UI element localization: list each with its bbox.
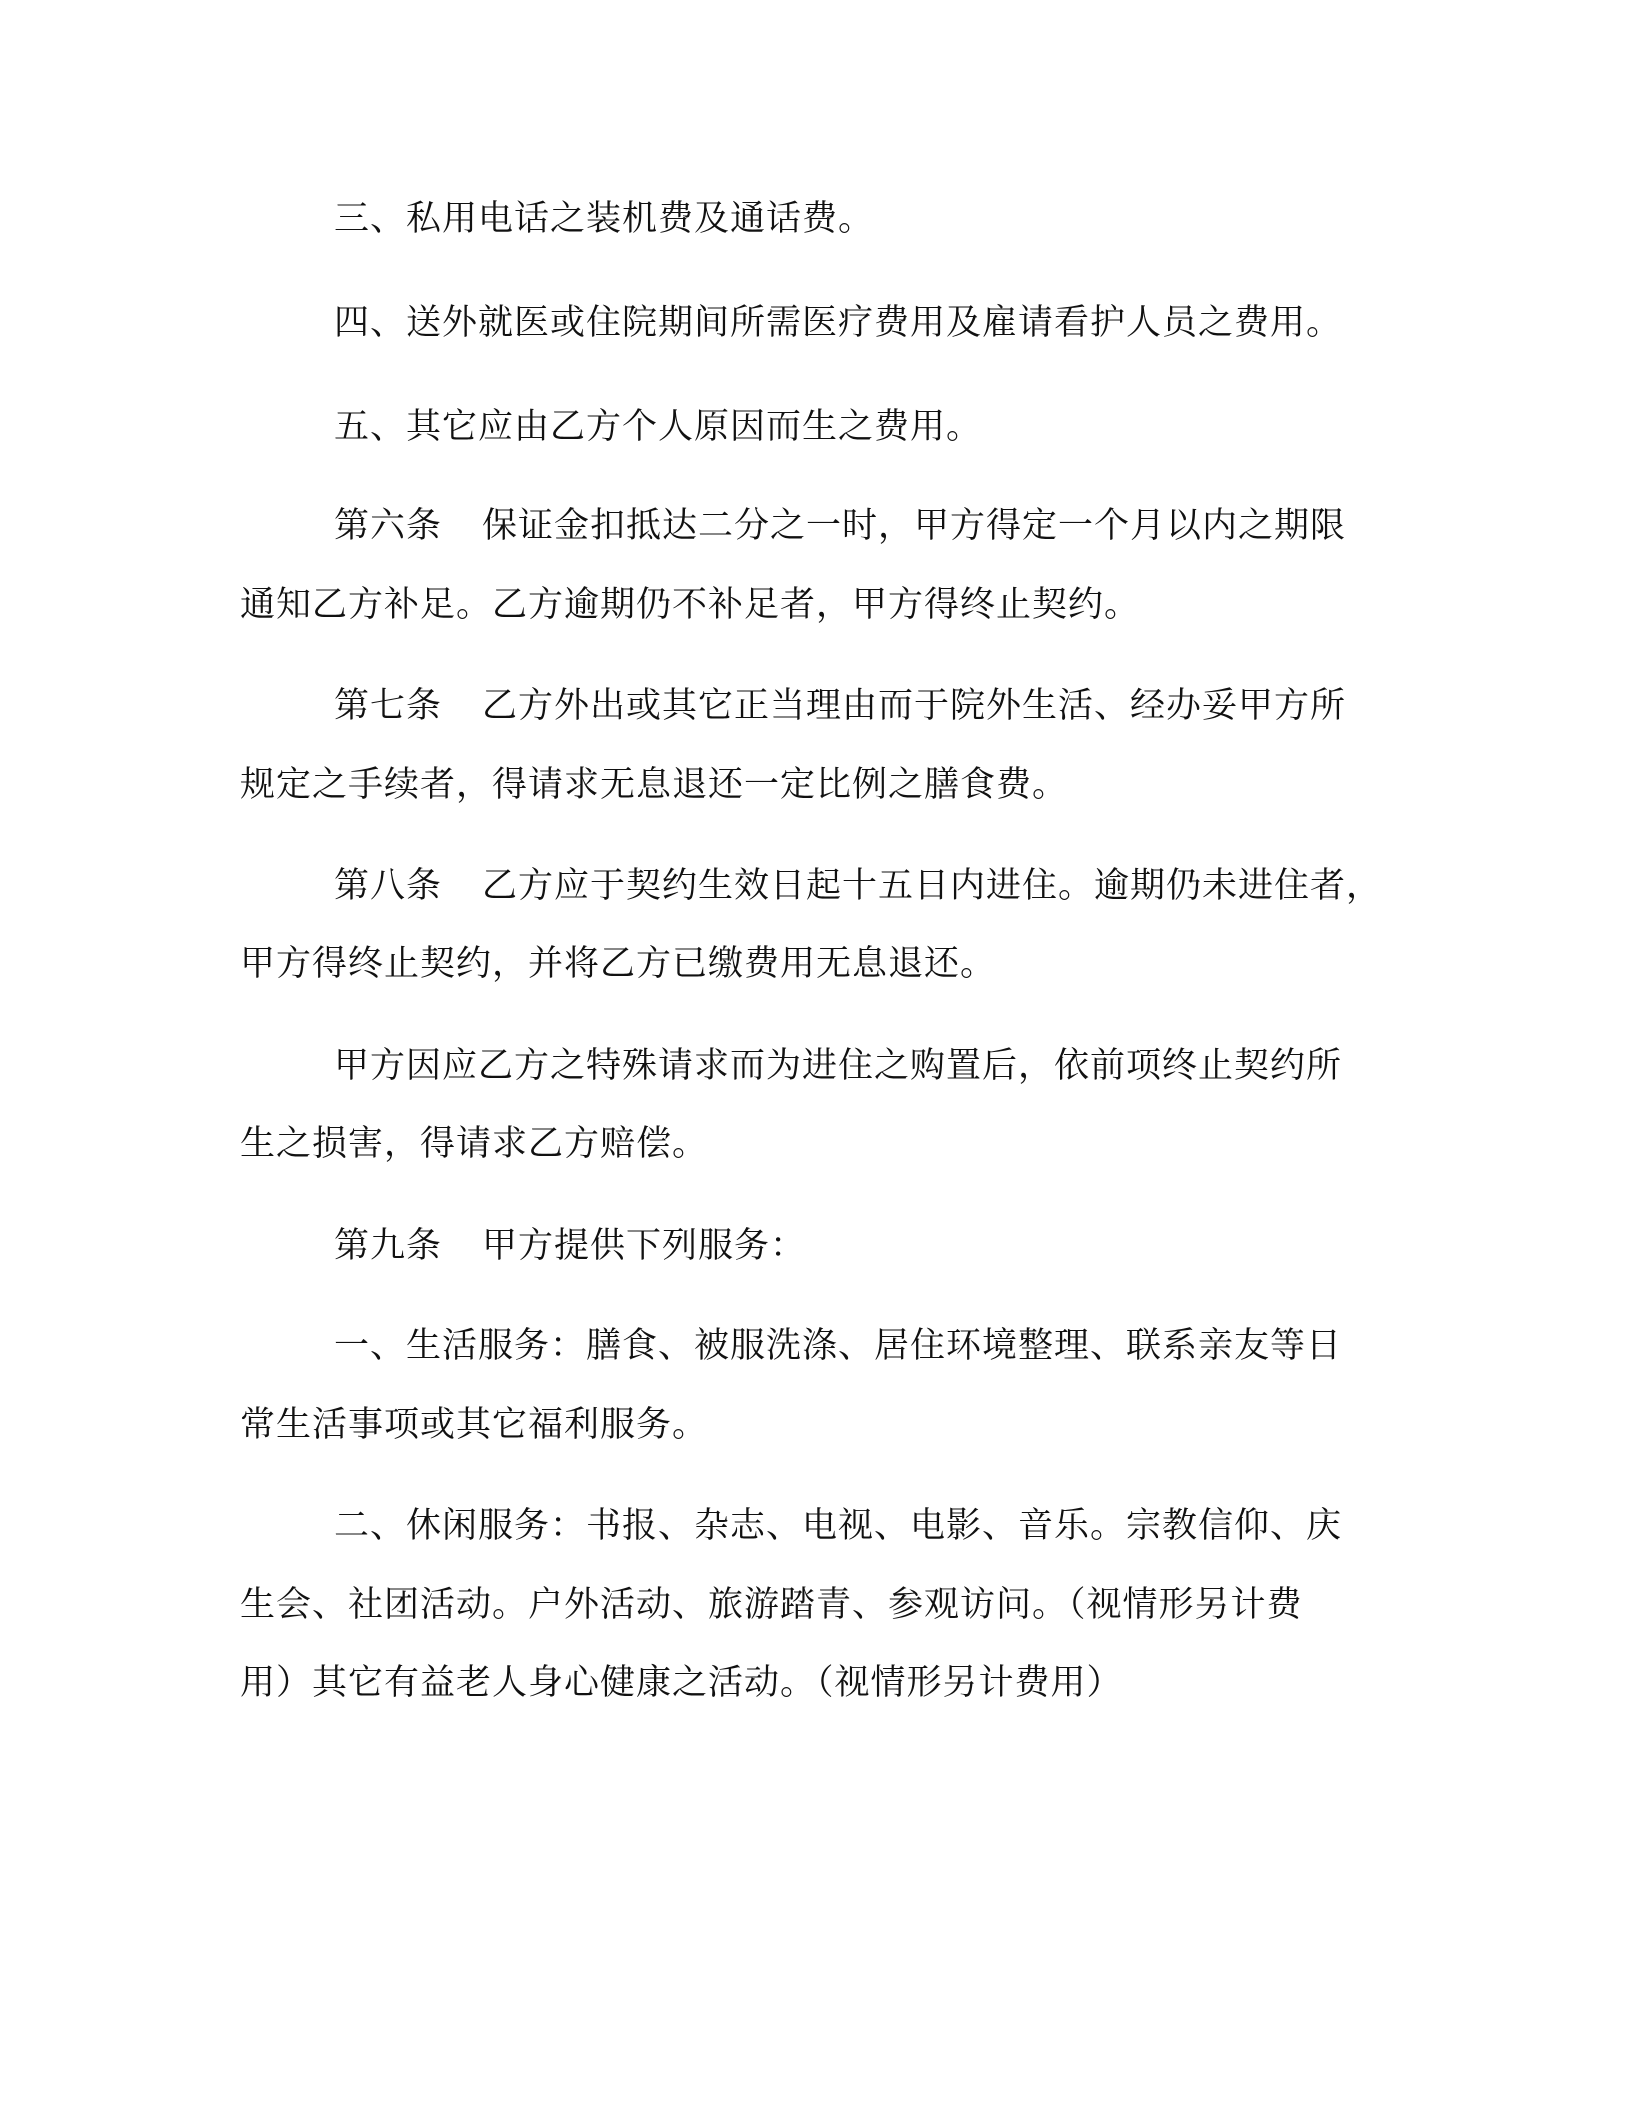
article-nine-label: 第九条 [334,1226,443,1266]
article-seven-text: 乙方外出或其它正当理由而于院外生活、经办妥甲方所 [482,686,1347,726]
article-six-text: 保证金扣抵达二分之一时，甲方得定一个月以内之期限 [482,506,1347,546]
article-seven [334,683,1346,729]
article-seven-label: 第七条 [334,686,443,726]
article-six-cont: 通知乙方补足。乙方逾期仍不补足者，甲方得终止契约。 [240,585,1141,625]
article-eight-para2-cont: 生之损害，得请求乙方赔偿。 [240,1124,709,1164]
article-eight-para2: 甲方因应乙方之特殊请求而为进住之购置后，依前项终止契约所 [334,1046,1343,1086]
article-nine [334,1223,806,1269]
article-eight [334,863,1382,909]
item-five: 五、其它应由乙方个人原因而生之费用。 [334,407,983,447]
item-three: 三、私用电话之装机费及通话费。 [334,199,875,239]
article-six [334,503,1346,549]
article-nine-text: 甲方提供下列服务： [482,1226,807,1266]
item-four: 四、送外就医或住院期间所需医疗费用及雇请看护人员之费用。 [334,303,1343,343]
article-eight-text: 乙方应于契约生效日起十五日内进住。逾期仍未进住者， [482,866,1383,906]
service-one-cont: 常生活事项或其它福利服务。 [240,1405,709,1445]
article-seven-cont: 规定之手续者，得请求无息退还一定比例之膳食费。 [240,765,1069,805]
article-eight-cont: 甲方得终止契约，并将乙方已缴费用无息退还。 [240,944,997,984]
article-six-label: 第六条 [334,506,443,546]
service-two-cont2: 用）其它有益老人身心健康之活动。（视情形另计费用） [240,1663,1123,1703]
service-two-cont: 生会、社团活动。户外活动、旅游踏青、参观访问。（视情形另计费 [240,1585,1303,1625]
article-eight-label: 第八条 [334,866,443,906]
service-two: 二、休闲服务：书报、杂志、电视、电影、音乐。宗教信仰、庆 [334,1506,1343,1546]
service-one: 一、生活服务：膳食、被服洗涤、居住环境整理、联系亲友等日 [334,1326,1343,1366]
